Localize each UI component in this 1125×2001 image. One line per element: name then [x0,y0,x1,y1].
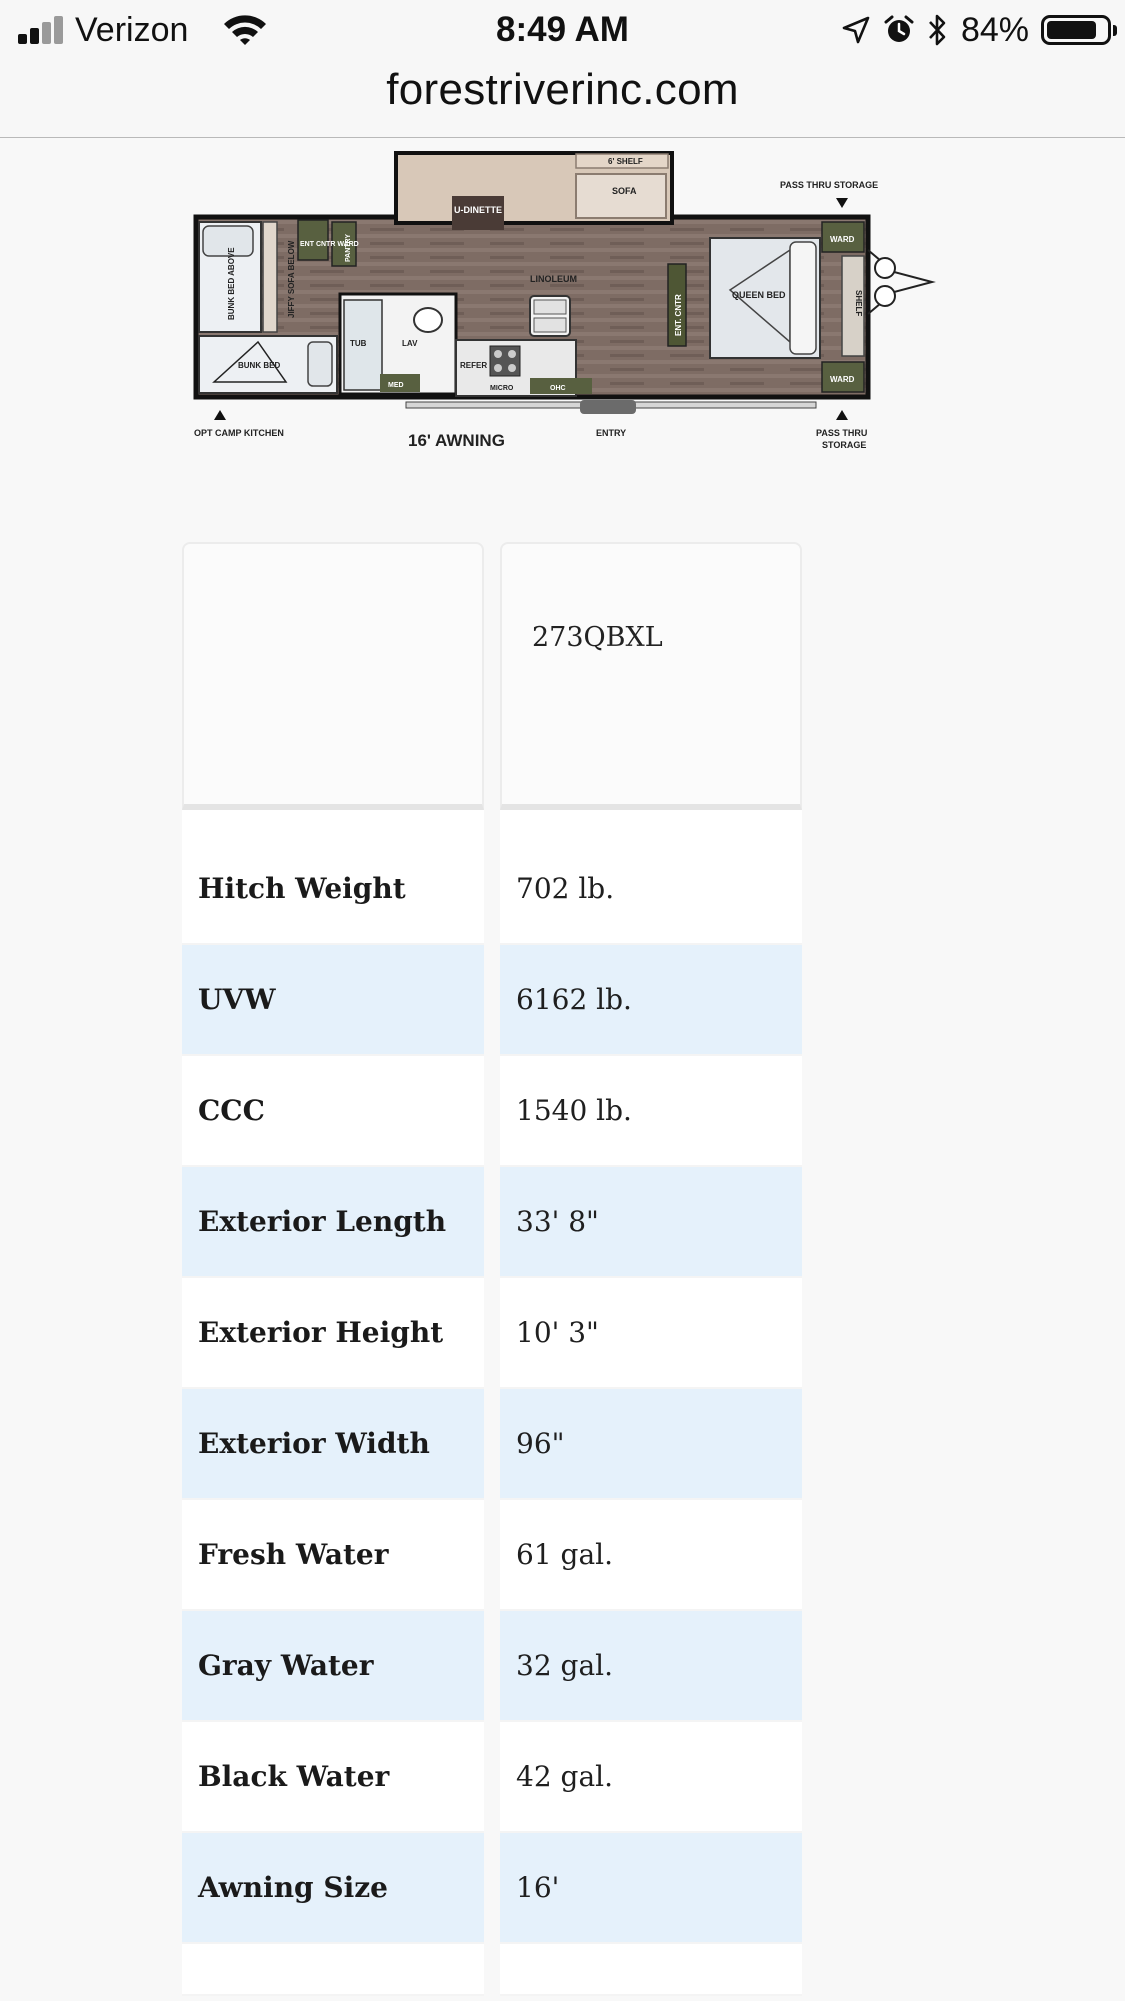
spec-label: Black Water [182,1722,484,1833]
spec-label: Awning Size [182,1833,484,1944]
fp-opt-camp-kitchen-label: OPT CAMP KITCHEN [194,428,284,438]
carrier-name: Verizon [75,11,189,49]
fp-entry-label: ENTRY [596,428,627,438]
spec-header-model [500,542,802,810]
fp-awning-label: 16' AWNING [408,431,505,450]
spec-header-empty [182,542,484,810]
battery-level-fill [1047,21,1096,39]
battery-percent: 84% [960,11,1029,49]
spec-label: CCC [182,1056,484,1167]
fp-ent-cntr-label: ENT. CNTR [674,294,683,336]
model-name: 273QBXL [532,622,663,653]
spec-value: 1540 lb. [500,1056,802,1167]
fp-refer-label: REFER [460,361,488,370]
spec-labels-column [182,542,484,1996]
alarm-icon [883,14,915,46]
spec-label: Exterior Height [182,1278,484,1389]
fp-sofa-label: SOFA [612,186,637,196]
spec-value: 96" [500,1389,802,1500]
status-right-group [841,8,1111,52]
bluetooth-icon [927,13,949,47]
spec-label: Exterior Length [182,1167,484,1278]
fp-udinette-label: U-DINETTE [454,205,502,215]
spec-row-partial [500,1944,802,1996]
spec-label: Gray Water [182,1611,484,1722]
fp-linoleum-label: LINOLEUM [530,274,577,284]
fp-micro-label: MICRO [490,385,514,392]
fp-queen-bed-label: QUEEN BED [732,290,786,300]
fp-ward-top-label: WARD [830,235,855,244]
spec-label: Fresh Water [182,1500,484,1611]
spec-value: 42 gal. [500,1722,802,1833]
fp-ohc-label: OHC [550,385,566,392]
fp-pass-thru-top-label: PASS THRU STORAGE [780,180,879,190]
spec-value: 10' 3" [500,1278,802,1389]
fp-jiffy-sofa-label: JIFFY SOFA BELOW [287,240,296,318]
fp-tub-label: TUB [350,339,367,348]
fp-ward-bottom-label: WARD [830,375,855,384]
spec-value: 32 gal. [500,1611,802,1722]
fp-ent-cntr-ward-label: ENT CNTR WARD [300,241,359,248]
floorplan-image [190,150,950,460]
spec-value: 33' 8" [500,1167,802,1278]
fp-storage-bottom-label: STORAGE [822,440,867,450]
fp-med-label: MED [388,382,404,389]
clock: 8:49 AM [496,10,629,49]
location-arrow-icon [841,15,871,45]
battery-icon [1041,15,1111,45]
fp-shelf-right-label: SHELF [854,290,863,317]
spec-value: 702 lb. [500,810,802,945]
browser-top-bar [0,0,1125,138]
fp-pantry-label: PANTRY [345,234,352,262]
spec-values-column [500,542,802,1996]
status-bar [0,0,1125,62]
fp-bunk-bed-label: BUNK BED [238,361,281,370]
fp-lav-label: LAV [402,339,418,348]
url-field[interactable]: forestriverinc.com [386,65,739,114]
spec-label: UVW [182,945,484,1056]
fp-bunk-bed-above-label: BUNK BED ABOVE [227,247,236,320]
web-page [0,138,1125,2001]
spec-label: Hitch Weight [182,810,484,945]
spec-value: 61 gal. [500,1500,802,1611]
spec-row-partial [182,1944,484,1996]
fp-pass-thru-bottom-label: PASS THRU [816,428,868,438]
fp-shelf-label: 6' SHELF [608,157,643,166]
spec-value: 16' [500,1833,802,1944]
spec-value: 6162 lb. [500,945,802,1056]
spec-label: Exterior Width [182,1389,484,1500]
